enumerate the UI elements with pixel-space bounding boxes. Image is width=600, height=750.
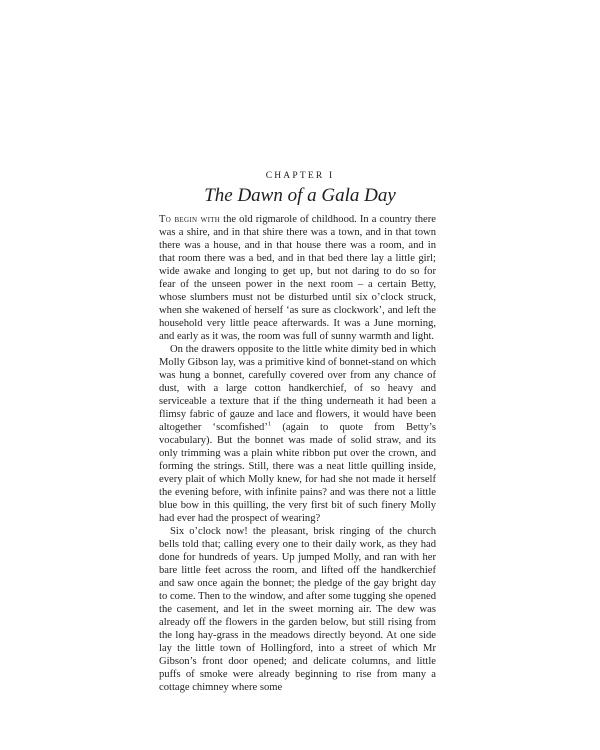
- paragraph-1: [159, 213, 436, 343]
- paragraph-2-text-a: On the drawers opposite to the little white dimity bed in which Molly Gibson lay, was a primitive kind of bonnet-stand on which was hung a bonnet, carefully covered over from any chance of dust, with a large cotton handkerchief, of so heavy and serviceable a texture that if the thing underneath it had been a flimsy fabric of gauze and lace and flowers, it would have been altogether ‘scomfished’: [159, 344, 436, 433]
- chapter-label: CHAPTER I: [265, 171, 335, 181]
- paragraph-2: [159, 343, 436, 525]
- chapter-body: [159, 213, 436, 694]
- chapter-title: The Dawn of a Gala Day: [204, 185, 396, 206]
- paragraph-2-text-b: (again to quote from Betty’s vocabulary). But the bonnet was made of solid straw, and its only trimming was a plain white ribbon put over the crown, and forming the strings. Still, there was a neat little quilling inside, every plait of which Molly knew, for had she not made it herself the evening before, with infinite pains? and was there not a little blue bow in this quilling, the very first bit of such finery Molly had ever had the prospect of wearing?: [159, 422, 436, 524]
- paragraph-3-text: Six o’clock now! the pleasant, brisk ringing of the church bells told that; calling every one to their daily work, as they had done for hundreds of years. Up jumped Molly, and ran with her bare little feet across the room, and lifted off the handkerchief and saw once again the bonnet; the pledge of the gay bright day to come. Then to the window, and after some tugging she opened the casement, and let in the sweet morning air. The dew was already off the flowers in the garden below, but still rising from the long hay-grass in the meadows directly beyond. At one side lay the little town of Hollingford, into a street of which Mr Gibson’s front door opened; and delicate columns, and little puffs of smoke were already beginning to rise from many a cottage chimney where some: [159, 526, 436, 693]
- footnote-marker: 1: [267, 420, 272, 428]
- opening-words: To begin with: [159, 214, 221, 225]
- paragraph-3: [159, 525, 436, 694]
- paragraph-1-text: the old rigmarole of childhood. In a country there was a shire, and in that shire there was a town, and in that town there was a house, and in that house there was a room, and in that room there was a bed, and in that bed there lay a little girl; wide awake and longing to get up, but not daring to do so for fear of the unseen power in the next room – a certain Betty, whose slumbers must not be disturbed until six o’clock struck, when she wakened of herself ‘as sure as clockwork’, and left the household very little peace afterwards. It was a June morning, and early as it was, the room was full of sunny warmth and light.: [159, 214, 436, 342]
